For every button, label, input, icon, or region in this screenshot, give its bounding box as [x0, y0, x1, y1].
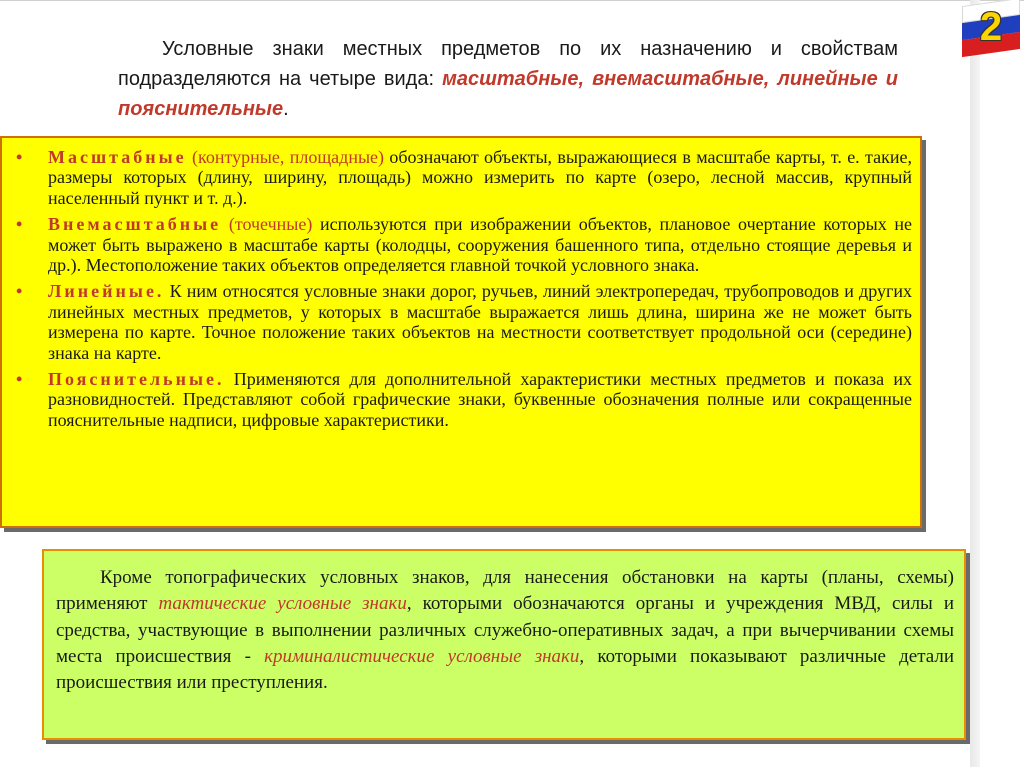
- note-part2: , которыми обозначаются органы и учреждения МВД, силы и средства, участвующие в выполнении различных служебно-оперативных задач, а при вычерчивании схемы места происшествия -: [56, 593, 954, 667]
- term: Внемасштабные: [48, 214, 222, 235]
- list-item-scale: [16, 147, 912, 208]
- list-item-linear: [16, 281, 912, 363]
- bullet: •: [16, 369, 23, 390]
- intro-highlight: масштабные, внемасштабные, линейные и пояснительные: [118, 68, 899, 120]
- term-paren: (контурные, площадные): [186, 147, 385, 167]
- sign-types-list: [16, 147, 912, 436]
- note-highlight-tactical: тактические условные знаки: [158, 593, 407, 615]
- item-text: используются при изображении объектов, плановое очертание которых не может быть выражено в масштабе карты (колодцы, сооружения башенного типа, отдельно стоящие деревья и др.). Местоположение таких объектов определяется главной точкой условного знака.: [48, 214, 913, 276]
- term: Пояснительные.: [48, 369, 225, 390]
- russian-flag-icon: [962, 2, 1020, 54]
- note-part3: , которыми показывают различные детали происшествия или преступления.: [56, 645, 954, 694]
- intro-text: Условные знаки местных предметов по их назначению и свойствам подразделяются на четыре вида:: [118, 38, 898, 90]
- item-text: К ним относятся условные знаки дорог, ручьев, линий электропередач, трубопроводов и других линейных местных предметов, у которых в масштабе выражается лишь длина, ширина же не может быть измерена по карте. Точное положение таких объектов на местности соответствует продольной оси (середине) знака на карте.: [48, 281, 912, 363]
- intro-end: .: [283, 98, 289, 120]
- note-box: [42, 549, 966, 740]
- list-item-explanatory: [16, 369, 912, 430]
- item-text: обозначают объекты, выражающиеся в масштабе карты, т. е. такие, размеры которых (длину, ширину, площадь) можно измерить по карте (озеро, лесной массив, крупный населенный пункт и т. д.).: [48, 147, 912, 208]
- term: Масштабные: [48, 147, 187, 167]
- right-decor-bar: [970, 0, 980, 767]
- intro-paragraph: [118, 34, 898, 124]
- bullet: •: [16, 147, 23, 167]
- term-paren: (точечные): [221, 214, 313, 235]
- bullet: •: [16, 281, 23, 302]
- bullet: •: [16, 214, 23, 235]
- term: Линейные.: [48, 281, 165, 302]
- item-text: Применяются для дополнительной характеристики местных предметов и показа их разновидностей. Представляют собой графические знаки, буквенные обозначения полные или сокращенные пояснительные надписи, цифровые характеристики.: [48, 369, 912, 430]
- note-paragraph: [56, 565, 954, 696]
- note-part1: Кроме топографических условных знаков, для нанесения обстановки на карты (планы, схемы) применяют: [56, 567, 954, 615]
- slide-number: 2: [979, 5, 1003, 49]
- top-border: [0, 0, 1024, 1]
- note-highlight-forensic: криминалистические условные знаки: [264, 645, 580, 667]
- sign-types-box: [0, 136, 922, 528]
- list-item-nonscale: [16, 214, 912, 275]
